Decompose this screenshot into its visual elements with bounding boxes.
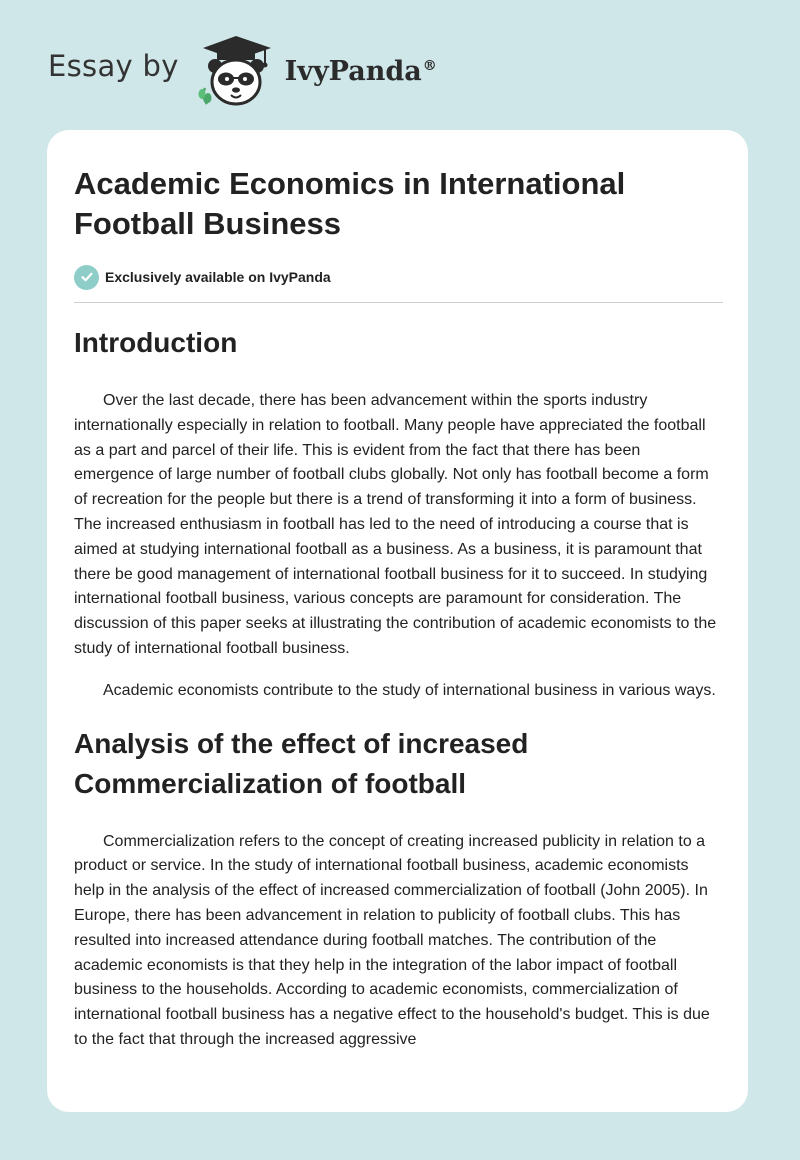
essay-content [74,164,723,1053]
essay-title: Academic Economics in International Football Business [74,166,626,241]
analysis-paragraph-1: Commercialization refers to the concept of creating increased publicity in relation to a product or service. In the study of international football business, academic economists help in the analysis of the effect of increased commercialization of football (John 2005). In Europe, there has been advancement in relation to publicity of football clubs. This has resulted into increased attendance during football matches. The contribution of the academic economists is that they help in the integration of the labor impact of football business to the households. According to academic economists, commercialization of international football business has a negative effect to the household's budget. This is due to the fact that through the increased aggressive [74,832,710,1048]
title-divider [74,302,723,303]
brand-prefix: Essay by [48,49,179,83]
panda-graduate-logo-icon [191,30,281,110]
registered-mark: ® [422,57,437,74]
exclusive-badge-text: Exclusively available on IvyPanda [105,269,331,285]
introduction-paragraph-1: Over the last decade, there has been advancement within the sports industry internationally especially in relation to football. Many people have appreciated the football as a part and parcel of their life. This is evident from the fact that there has been emergence of large number of football clubs globally. Not only has football become a form of recreation for the people but there is a trend of transforming it into a form of business. The increased enthusiasm in football has led to the need of introducing a course that is aimed at studying international football as a business. As a business, it is paramount that there be good management of international football business for it to succeed. In studying international football business, various concepts are paramount for consideration. The discussion of this paper seeks at illustrating the contribution of academic economists to the study of international football business. [74,392,717,657]
essay-card [47,130,748,1112]
site-header-brand[interactable] [48,30,437,110]
section-heading-introduction: Introduction [74,327,238,358]
check-circle-icon [74,265,99,290]
section-heading-analysis: Analysis of the effect of increased Commercialization of football [74,727,529,799]
introduction-paragraph-2: Academic economists contribute to the study of international business in various ways. [103,681,716,699]
exclusive-badge [74,264,723,290]
brand-name: IvyPanda® [284,55,437,87]
